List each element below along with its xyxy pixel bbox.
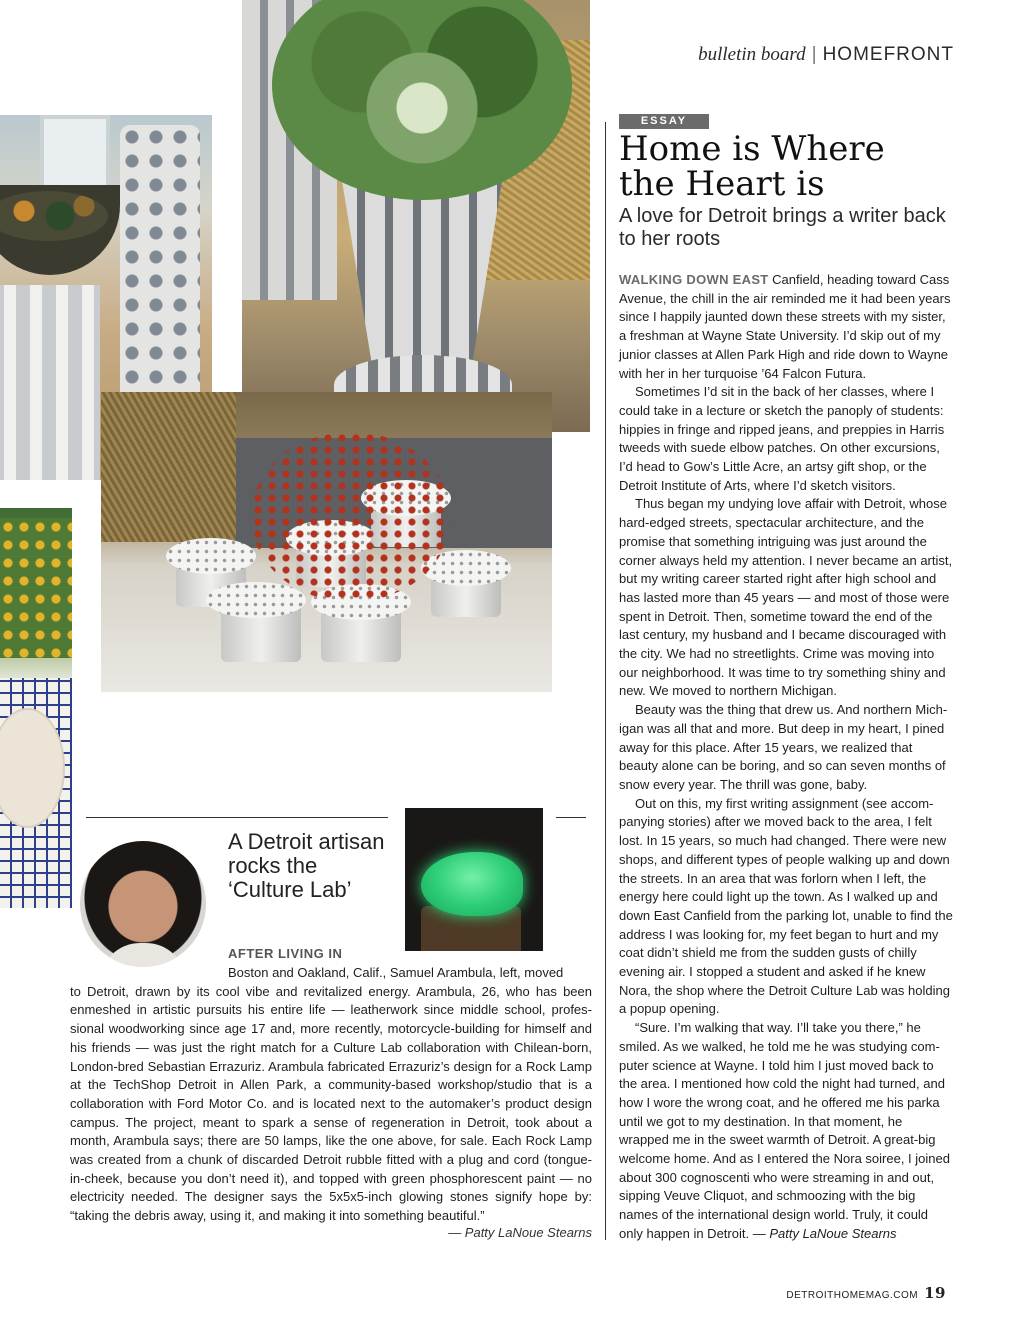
sidebar-rule-left: [86, 817, 388, 818]
page-number: 19: [924, 1284, 946, 1302]
sidebar-title: A Detroit artisan rocks the ‘Culture Lab’: [228, 829, 385, 902]
essay-byline: — Patty LaNoue Stearns: [752, 1225, 897, 1241]
portrait-samuel-arambula: [80, 841, 206, 967]
essay-paragraph: Out on this, my first writing assignment (see accom-panying stories) after we moved back to the area, I felt lost. In 15 years, so much had changed. There were new shops, and different types of people walking up and down the streets. In an area that was forlorn when I left, the energy here could light up the town. As I walked up and down East Canfield from the parking lot, unable to find the address I was looking for, my feet began to hurt and my coat didn’t shield me from the sudden gusts of chilly evening air. I stopped a student and asked if he knew Nora, the shop where the Detroit Culture Lab was holding a popup opening.: [619, 795, 953, 1017]
department-label: HOMEFRONT: [822, 44, 954, 65]
essay-lead-in: WALKING DOWN EAST: [619, 272, 769, 287]
essay-paragraph-text: “Sure. I’m walking that way. I’ll take you there,” he smiled. As we walked, he told me he was studying com-puter science at Wayne. I told him I just moved back to the area. I mentioned how cold the night had turned, and how I wore the wrong coat, and he offered me his parka until we got to my destination. In that moment, he wrapped me in the sweet warmth of Detroit. A great-big welcome home. And as I entered the Nora soiree, I joined about 300 cognoscenti who were streaming in and out, sipping Veuve Cliquot, and schmoozing with the big names of the international design world. Truly, it could only happen in Detroit.: [619, 1020, 950, 1241]
header-separator: |: [811, 44, 817, 65]
sidebar-rule-right: [556, 817, 586, 818]
sidebar-lead-in: AFTER LIVING IN: [228, 946, 343, 961]
column-divider: [605, 122, 606, 1240]
sidebar-body-first-line: Boston and Oakland, Calif., Samuel Arambula, left, moved: [228, 965, 564, 980]
essay-paragraph: Beauty was the thing that drew us. And northern Mich-igan was all that and more. But deep in my heart, I pined away for this place. After 15 years, we realized that beauty alone can be boring, and so can seven months of snow every year. The thrill was gone, baby.: [619, 702, 948, 792]
page-header: [698, 44, 954, 66]
essay-paragraph: Thus began my undying love affair with Detroit, whose hard-edged streets, spectacular architecture, and the promise that something intriguing was just around the corner always held my attention. I never became an artist, but my writing career started right after high school and has lasted more than 45 years — and most of those were spent in Detroit. Then, sometime toward the end of the last century, my husband and I became discouraged with the city. We had no streetlights. Crime was moving into our neighborhood. It was time to try something shiny and new. We moved to northern Michigan.: [619, 496, 953, 699]
essay-paragraph: Sometimes I’d sit in the back of her classes, where I could take in a lecture or sketch the panoply of students: hippies in fringe and ripped jeans, and preppies in Harris tweeds with suede elbow patches. On other excursions, I’d head to Gow’s Little Acre, an artsy gift shop, or the Detroit Institute of Arts, where I’d sketch visitors.: [619, 384, 945, 493]
essay-kicker: ESSAY: [619, 114, 709, 129]
section-label: bulletin board: [698, 44, 806, 65]
essay-deck: A love for Detroit brings a writer back to her roots: [619, 205, 946, 250]
essay-paragraph-text: Canfield, heading toward Cass Avenue, the chill in the air reminded me it had been years since I happily jaunted down these streets with my sister, a freshman at Wayne State University. I’d skip out of my junior classes at Allen Park High and ride down to Wayne with her in her turquoise ’64 Falcon Futura.: [619, 272, 951, 381]
photo-kale-planter: [242, 0, 590, 432]
sidebar-byline: — Patty LaNoue Stearns: [448, 1225, 592, 1240]
sidebar-body: [70, 964, 592, 1226]
essay-body: [619, 271, 953, 1244]
essay-paragraph: [619, 1019, 953, 1243]
essay-paragraph: [619, 271, 953, 383]
photo-glass-jars-with-berries: [101, 392, 552, 692]
page-footer: [786, 1284, 946, 1302]
photo-rock-lamp: [405, 808, 543, 951]
sidebar-body-text: to Detroit, drawn by its cool vibe and revitalized energy. Arambula, 26, who has been enmeshed in artistic pursuits his entire life — leatherwork since middle school, profes-sional woodworking since age 17 and, more recently, motorcycle-building for himself and his friends — was just the right match for a Culture Lab collaboration with Chilean-born, London-bred Sebastian Errazuriz. Arambula fabricated Errazuriz’s design for a Rock Lamp at the TechShop Detroit in Allen Park, a community-based workshop/studio that is a collaboration with Ford Motor Co. and is located next to the automaker’s product design campus. The project, meant to spark a sense of regeneration in Detroit, took about a month, Arambula says; there are 50 lamps, like the one above, for sale. Each Rock Lamp was created from a chunk of discarded Detroit rubble fitted with a plug and cord (tongue-in-cheek, because you don’t need it), and topped with green phosphorescent paint — no electricity needed. The designer says the 5x5x5-inch glowing stones signify hope by: “taking the debris away, using it, and making it into something beautiful.”: [70, 983, 592, 1224]
essay-title: Home is Where the Heart is: [619, 129, 885, 204]
footer-site: DETROITHOMEMAG.COM: [786, 1290, 919, 1301]
photo-table-setting: [0, 508, 72, 908]
